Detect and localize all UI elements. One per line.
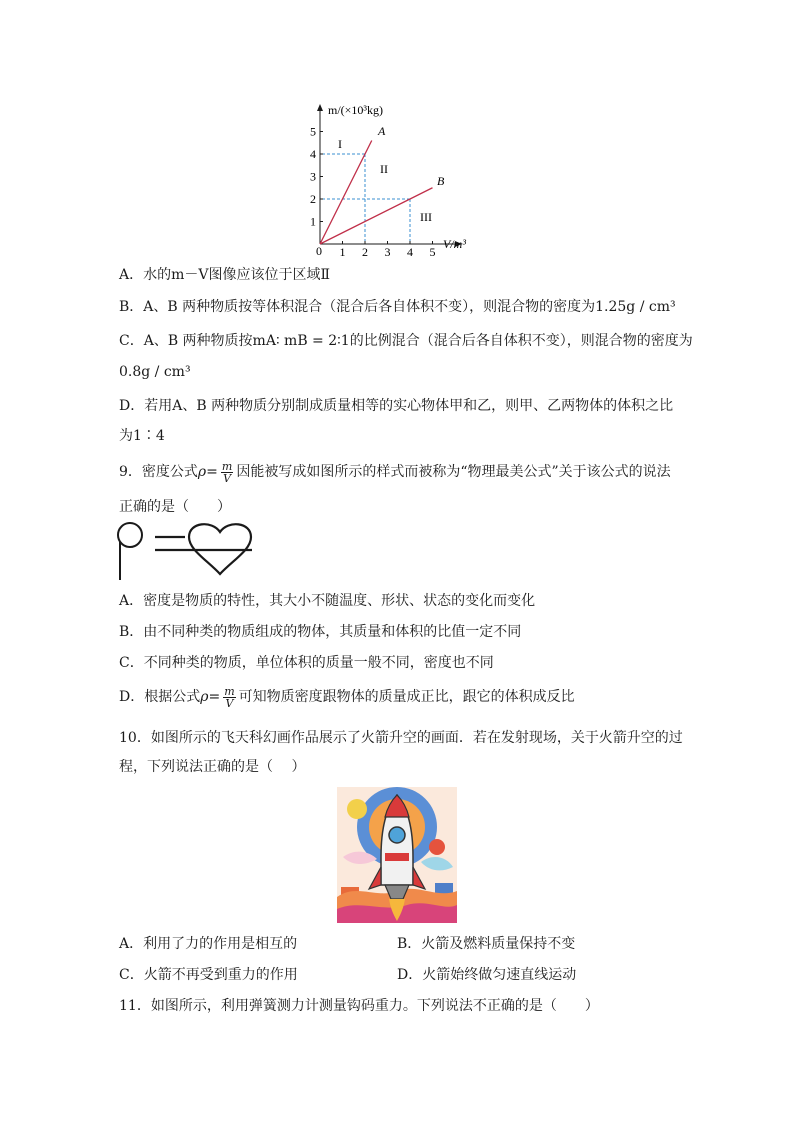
q10-stem-line1: 10．如图所示的飞天科幻画作品展示了火箭升空的画面．若在发射现场，关于火箭升空的过 <box>119 730 683 746</box>
density-fraction-d: $\frac{m}{V}$ <box>224 684 235 710</box>
y-tick-label: 5 <box>310 124 316 139</box>
y-tick-label: 1 <box>310 214 316 229</box>
series-line-A <box>320 141 372 245</box>
x-tick-label: 1 <box>339 245 346 259</box>
q8-option-b: B．A、B 两种物质按等体积混合（混合后各自体积不变），则混合物的密度为1.25g / cm³ <box>119 299 676 315</box>
q9-stem-line1: 9．密度公式ρ= $\frac{m}{V}$ 因能被写成如图所示的样式而被称为“物理最美公式”关于该公式的说法 <box>119 459 671 485</box>
line-B-label: B <box>437 174 445 188</box>
line-A-label: A <box>378 124 386 138</box>
x-tick-label: 5 <box>429 245 436 259</box>
q8-option-a: A．水的m－V图像应该位于区域Ⅱ <box>119 267 331 283</box>
q10-stem-line2: 程，下列说法正确的是（ ） <box>119 759 306 775</box>
heart-formula-figure <box>117 520 257 582</box>
x-axis-label: V/m³ <box>443 237 466 251</box>
density-fraction: $\frac{m}{V}$ <box>221 459 233 485</box>
x-tick-label: 3 <box>384 245 391 259</box>
y-tick-label: 4 <box>310 147 316 161</box>
series-line-B <box>320 188 433 244</box>
q8-option-c-line1: C．A、B 两种物质按mA∶ mB = 2∶1的比例混合（混合后各自体积不变），则混合物的密度为 <box>119 333 693 349</box>
q8-option-c-line2: 0.8g / cm³ <box>119 364 191 380</box>
rocket-illustration <box>337 787 457 923</box>
q9-option-d: D．根据公式ρ= $\frac{m}{V}$ 可知物质密度跟物体的质量成正比，跟它的体积成反比 <box>119 684 575 710</box>
q10-option-b: B．火箭及燃料质量保持不变 <box>397 936 576 952</box>
y-axis-label: m/(×10³kg) <box>328 103 384 117</box>
q9-option-c: C．不同种类的物质，单位体积的质量一般不同，密度也不同 <box>119 655 494 671</box>
x-tick-label: 4 <box>407 245 413 259</box>
q10-option-a: A．利用了力的作用是相互的 <box>119 936 298 952</box>
y-tick-label: 2 <box>310 192 316 206</box>
mass-volume-graph <box>300 96 470 266</box>
region-II-label: II <box>380 162 388 176</box>
q11-stem: 11．如图所示，利用弹簧测力计测量钩码重力。下列说法不正确的是（ ） <box>119 998 599 1014</box>
origin-label: 0 <box>316 244 322 258</box>
region-III-label: III <box>420 210 432 224</box>
y-tick-label: 3 <box>310 169 316 184</box>
q9-option-b: B．由不同种类的物质组成的物体，其质量和体积的比值一定不同 <box>119 624 522 640</box>
y-axis-arrow <box>317 104 323 111</box>
q9-option-a: A．密度是物质的特性，其大小不随温度、形状、状态的变化而变化 <box>119 593 536 609</box>
x-tick-label: 2 <box>362 245 368 259</box>
q9-stem-line2: 正确的是（ ） <box>119 499 231 515</box>
q10-option-c: C．火箭不再受到重力的作用 <box>119 967 298 983</box>
q8-option-d-line1: D．若用A、B 两种物质分别制成质量相等的实心物体甲和乙，则甲、乙两物体的体积之比 <box>119 398 674 414</box>
region-I-label: I <box>338 137 342 151</box>
q8-option-d-line2: 为1∶4 <box>119 428 165 444</box>
q10-option-d: D．火箭始终做匀速直线运动 <box>397 967 577 983</box>
